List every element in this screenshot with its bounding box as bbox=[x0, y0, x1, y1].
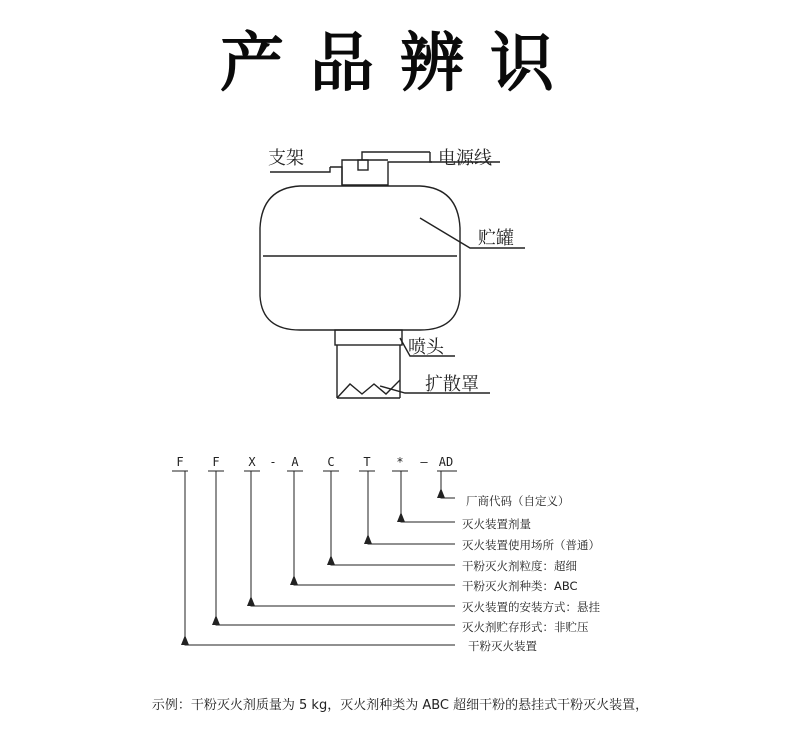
desc-agent-amount: 灭火装置剂量 bbox=[462, 517, 531, 531]
power-cable-label: 电源线 bbox=[438, 148, 492, 169]
power-cable-shape bbox=[362, 152, 430, 160]
code-letter-6: T bbox=[363, 455, 371, 469]
nozzle-label: 喷头 bbox=[408, 337, 444, 358]
diffuser-label: 扩散罩 bbox=[425, 374, 479, 395]
desc-installation: 灭火装置的安装方式：悬挂 bbox=[462, 600, 600, 614]
code-letter-1: F bbox=[212, 455, 220, 469]
example-text: 示例：干粉灭火剂质量为 5 kg，灭火剂种类为 ABC 超细干粉的悬挂式干粉灭火装置， bbox=[151, 698, 649, 713]
desc-particle-size: 干粉灭火剂粒度：超细 bbox=[462, 559, 577, 573]
bracket-label: 支架 bbox=[268, 148, 304, 169]
code-letter-9: AD bbox=[438, 455, 454, 469]
desc-agent-type: 干粉灭火剂种类：ABC bbox=[462, 579, 578, 593]
code-letter-0: F bbox=[176, 455, 184, 469]
extinguisher-drawing bbox=[260, 152, 525, 398]
tank-shape bbox=[260, 186, 460, 330]
code-letter-8: — bbox=[420, 455, 428, 469]
model-code bbox=[176, 455, 453, 469]
code-letter-3: - bbox=[269, 455, 277, 469]
code-arrowheads bbox=[181, 488, 445, 645]
desc-storage: 灭火剂贮存形式：非贮压 bbox=[462, 620, 589, 634]
desc-usage-place: 灭火装置使用场所（普通） bbox=[462, 538, 600, 552]
code-letter-7: * bbox=[396, 455, 404, 469]
code-letter-2: X bbox=[248, 455, 256, 469]
tank-label: 贮罐 bbox=[478, 228, 514, 249]
bracket-top bbox=[342, 160, 388, 185]
code-letter-5: C bbox=[327, 455, 335, 469]
page-title: 产品辨识 bbox=[220, 26, 580, 101]
desc-device: 干粉灭火装置 bbox=[468, 639, 537, 653]
code-leaders bbox=[185, 471, 455, 645]
code-letter-4: A bbox=[291, 455, 299, 469]
desc-manufacturer-code: 厂商代码（自定义） bbox=[466, 494, 570, 508]
cable-connector bbox=[358, 160, 368, 170]
bracket-shape bbox=[330, 162, 432, 185]
nozzle-shape bbox=[335, 330, 402, 345]
